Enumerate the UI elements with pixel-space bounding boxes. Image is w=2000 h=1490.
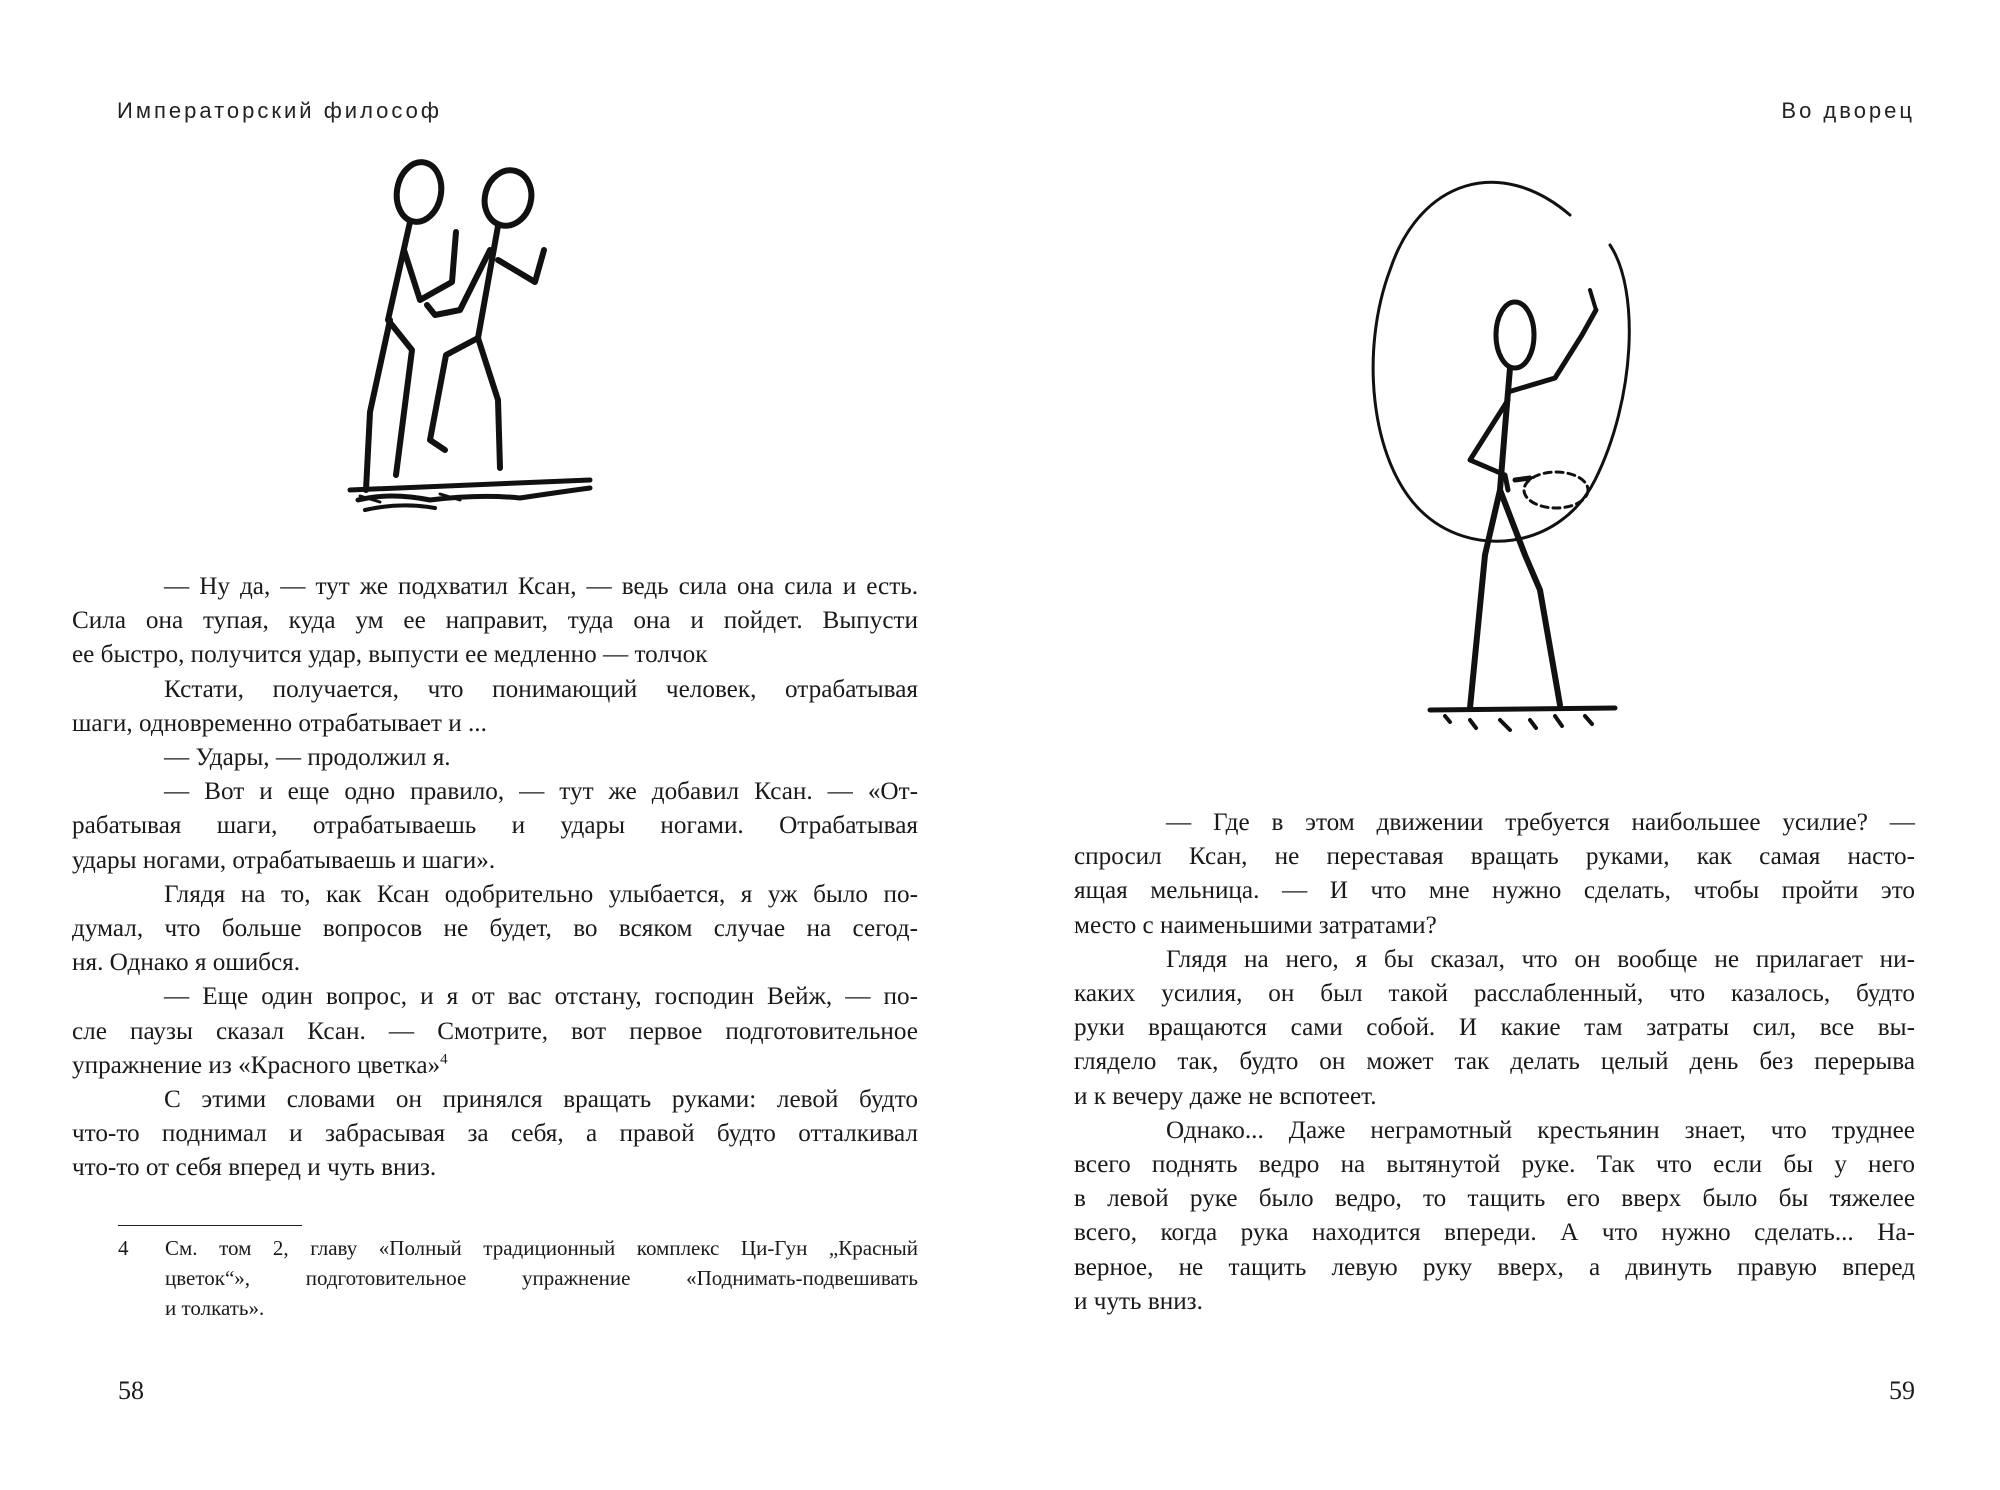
paragraph [72, 775, 918, 878]
footnote-body [165, 1233, 918, 1323]
text-line: ящая мельница. — И что мне нужно сделать, чтобы пройти это [1074, 877, 1915, 905]
text-line: в левой руке было ведро, то тащить его вверх было бы тяжелее [1074, 1185, 1915, 1213]
footnote [118, 1233, 918, 1323]
text-line: каких усилия, он был такой расслабленный, что казалось, будто [1074, 980, 1915, 1008]
running-head-right: Во дворец [1781, 98, 1915, 123]
footnote-number: 4 [118, 1236, 129, 1260]
text-line: и чуть вниз. [1074, 1287, 1203, 1315]
paragraph [1074, 1114, 1915, 1319]
text-line: всего поднять ведро на вытянутой руке. Так что если бы у него [1074, 1151, 1915, 1179]
footnote-ref[interactable]: 4 [440, 1051, 448, 1068]
text-line: Глядя на него, я бы сказал, что он вообще не прилагает ни- [1166, 945, 1915, 973]
paragraph [72, 878, 918, 981]
text-line: думал, что больше вопросов не будет, во всяком случае на сегод- [72, 915, 918, 943]
text-line: что-то от себя вперед и чуть вниз. [72, 1154, 437, 1182]
right-page [1000, 0, 2000, 1490]
text-line: Однако... Даже неграмотный крестьянин знает, что труднее [1166, 1116, 1915, 1144]
text-line: удары ногами, отрабатываешь и шаги». [72, 846, 496, 874]
paragraph [72, 1083, 918, 1186]
text-line: глядело так, будто он может так делать целый день без перерыва [1074, 1048, 1915, 1076]
footnote-divider [118, 1225, 302, 1226]
text-line-content: упражнение из «Красного цветка» [72, 1051, 441, 1079]
text-line: — Удары, — продолжил я. [164, 744, 451, 772]
text-line: — Еще один вопрос, и я от вас отстану, господин Вейж, — по- [164, 983, 918, 1011]
text-line: Кстати, получается, что понимающий человек, отрабатывая [164, 675, 918, 703]
text-line: рабатывая шаги, отрабатываешь и удары ногами. Отрабатывая [72, 812, 918, 840]
paragraph [72, 980, 918, 1083]
footnote-line: цветок“», подготовительное упражнение «Поднимать-подвешивать [165, 1266, 918, 1290]
text-line: руки вращаются сами собой. И какие там затраты сил, все вы- [1074, 1014, 1915, 1042]
body-text-right [1074, 806, 1915, 1319]
text-line: всего, когда рука находится впереди. А что нужно сделать... На- [1074, 1219, 1915, 1247]
paragraph [118, 741, 918, 775]
text-line: Глядя на то, как Ксан одобрительно улыбается, я уж было по- [164, 880, 918, 908]
text-line: Сила она тупая, куда ум ее направит, туда она и пойдет. Выпусти [72, 607, 918, 635]
text-line: и к вечеру даже не вспотеет. [1074, 1082, 1377, 1110]
text-line: сле паузы сказал Ксан. — Смотрите, вот первое подготовительное [72, 1017, 918, 1045]
text-line: что-то поднимал и забрасывая за себя, а правой будто отталкивал [72, 1120, 918, 1148]
page-number-right: 59 [1889, 1376, 1915, 1405]
paragraph [72, 570, 918, 673]
text-line: ее быстро, получится удар, выпусти ее медленно — толчок [72, 641, 708, 669]
page-number-left: 58 [118, 1376, 144, 1405]
footnote-line: См. том 2, главу «Полный традиционный комплекс Ци-Гун „Красный [165, 1236, 918, 1260]
paragraph [1074, 943, 1915, 1114]
paragraph [1074, 806, 1915, 943]
text-line: ня. Однако я ошибся. [72, 949, 301, 977]
text-line: место с наименьшими затратами? [1074, 911, 1437, 939]
text-line: — Вот и еще одно правило, — тут же добавил Ксан. — «От- [164, 778, 918, 806]
text-line: верное, не тащить левую руку вверх, а двинуть правую вперед [1074, 1253, 1915, 1281]
text-line: — Ну да, — тут же подхватил Ксан, — ведь сила она сила и есть. [164, 573, 918, 600]
body-text-left [72, 570, 918, 1186]
two-stick-figures-illustration [320, 150, 660, 530]
running-head-left: Императорский философ [117, 98, 442, 123]
paragraph [72, 673, 918, 741]
stick-figure-circle-illustration [1350, 160, 1690, 760]
text-line: шаги, одновременно отрабатывает и ... [72, 709, 487, 737]
footnote-line: и толкать». [165, 1296, 265, 1320]
text-line: С этими словами он принялся вращать руками: левой будто [164, 1086, 918, 1114]
text-line: — Где в этом движении требуется наибольшее усилие? — [1166, 809, 1915, 836]
text-line [72, 1049, 918, 1083]
text-line: спросил Ксан, не переставая вращать руками, как самая насто- [1074, 843, 1915, 871]
